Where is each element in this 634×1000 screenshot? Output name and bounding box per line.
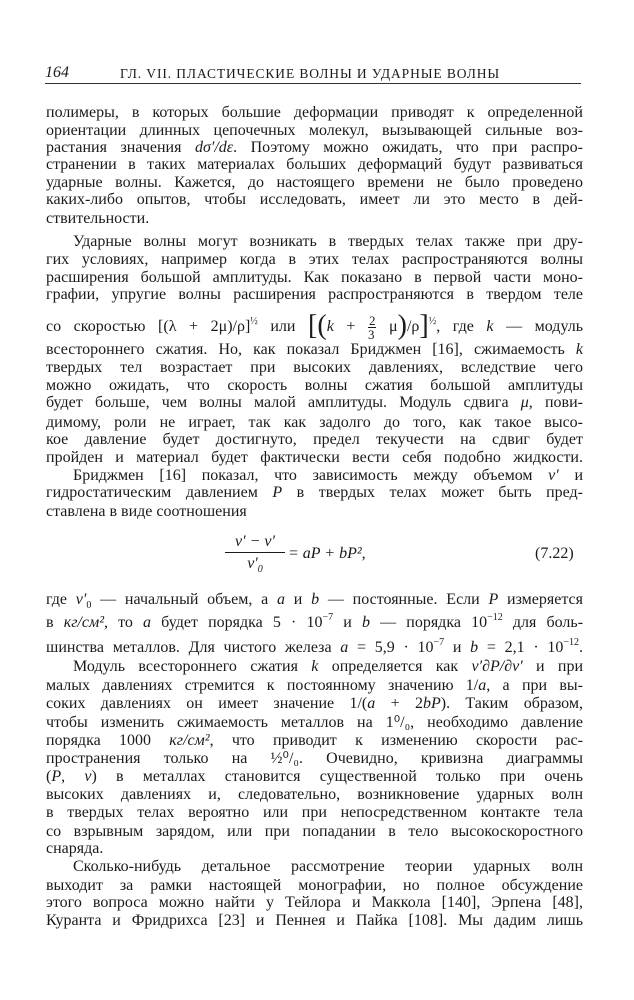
text-run: графии, упругие волны расширения распространяются в твердом теле: [46, 286, 583, 303]
text-run: Бриджмен [16] показал, что зависимость между объемом: [73, 467, 549, 484]
text-line: [46, 912, 583, 930]
text-run: каких-либо опытов, чтобы исследовать, имеет ли это место в дей-: [46, 191, 583, 208]
math-symbol: a: [478, 677, 487, 694]
text-run: кое давление будет достигнуто, предел текучести на сдвиг будет: [46, 431, 583, 448]
text-run: +: [333, 318, 368, 336]
text-run: μ: [376, 318, 398, 336]
subscript: 0: [86, 600, 92, 611]
text-run: странении в таких материалах больших деформаций будут развиваться: [46, 156, 583, 173]
superscript: −7: [433, 637, 445, 648]
fraction-numerator: 2: [368, 313, 376, 328]
text-line: [46, 804, 583, 822]
text-run: определяется как: [318, 658, 472, 675]
math-symbol: μ: [520, 394, 529, 411]
text-line: [46, 591, 583, 609]
math-symbol: v: [84, 768, 92, 785]
math-symbol: b: [361, 614, 370, 631]
math-symbol: кг/см²: [169, 732, 210, 749]
text-run: шинства металлов. Для чистого железа: [46, 639, 341, 656]
text-run: этого вопроса можно найти у Тейлора и Маккола [140], Эрпена [48],: [46, 894, 583, 911]
math-symbol: b: [311, 591, 320, 608]
math-symbol: b: [470, 639, 479, 656]
text-run: ствительности.: [46, 210, 150, 227]
equation-rhs: = aP + bP²,: [288, 545, 366, 562]
text-run: димому, роли не играет, так как задолго до того, как такое высо-: [46, 414, 583, 431]
math-symbol: a: [367, 695, 376, 712]
text-line: [46, 191, 583, 209]
text-run: будет больше, чем волны малой амплитуды. Модуль сдвига: [46, 394, 521, 411]
text-run: и: [285, 591, 312, 608]
text-run: — постоянные. Если: [319, 591, 489, 608]
text-run: ,: [61, 768, 85, 785]
large-bracket: ]: [419, 310, 429, 342]
text-run: , где: [436, 318, 487, 336]
text-run: ) в металлах становится существенной только при очень: [91, 768, 583, 785]
text-run: выходит за рамки настоящей монографии, но полное обсуждение: [46, 877, 583, 894]
text-line: [46, 858, 583, 876]
text-run: где: [46, 591, 76, 608]
text-run: — начальный объем, а: [91, 591, 278, 608]
text-line: [46, 269, 583, 287]
text-run: Ударные волны могут возникать в твердых телах также при дру-: [73, 233, 583, 250]
text-run: и при: [522, 658, 584, 675]
text-line: [46, 768, 583, 786]
superscript: −7: [322, 612, 334, 623]
text-run: (: [46, 768, 52, 785]
text-line: [46, 139, 583, 157]
text-run: растания значения: [46, 139, 195, 156]
text-run: и: [444, 639, 471, 656]
text-run: ударные волны. Кажется, до настоящего времени не было проведено: [46, 174, 583, 191]
equation-7-22: [0, 532, 634, 578]
text-line: [46, 394, 583, 412]
text-line: [46, 695, 583, 713]
text-run: , что приводит к изменению скорости рас-: [209, 732, 583, 749]
text-run: — порядка 10: [369, 614, 488, 631]
math-symbol: bP: [422, 695, 441, 712]
text-run: = 5,9 · 10: [348, 639, 434, 656]
text-line: [46, 677, 583, 695]
math-symbol: k: [486, 318, 494, 336]
text-run: можно ожидать, что скорость волны сжатия большой амплитуды: [46, 377, 583, 394]
text-run: снаряда.: [46, 840, 104, 857]
text-run: /ρ: [406, 318, 420, 336]
text-run: измеряется: [498, 591, 584, 608]
text-run: со скоростью [(λ + 2μ)/ρ]: [46, 318, 251, 336]
math-symbol: a: [143, 614, 152, 631]
text-line: [46, 251, 583, 269]
text-line: [46, 467, 583, 485]
text-line: [46, 156, 583, 174]
math-symbol: k: [575, 341, 583, 358]
text-run: в твердых телах может быть пред-: [282, 484, 584, 501]
text-run: в твердых телах вероятно или при непосредственном контакте тела: [46, 804, 583, 821]
text-run: порядка 1000: [46, 732, 170, 749]
large-bracket: [(: [308, 310, 327, 342]
text-line: [46, 823, 583, 841]
text-run: + 2: [375, 695, 423, 712]
superscript: ½: [428, 316, 437, 328]
superscript: ½: [250, 316, 258, 328]
math-symbol: a: [277, 591, 286, 608]
text-line: [46, 639, 583, 657]
text-run: пространения только на ½⁰/₀. Очевидно, кривизна диаграммы: [46, 750, 583, 767]
text-run: или: [257, 318, 309, 336]
text-run: . Поэтому можно ожидать, что при распро-: [233, 139, 584, 156]
text-run: — модуль: [493, 318, 584, 336]
text-run: со взрывным зарядом, или при попадании в тело высокоскоростного: [46, 823, 583, 840]
math-symbol: a: [340, 639, 349, 656]
text-run: .: [579, 639, 584, 656]
text-run: ). Таким образом,: [440, 695, 583, 712]
text-run: и: [333, 614, 362, 631]
text-run: = 2,1 · 10: [478, 639, 564, 656]
text-run: расширения большой амплитуды. Как показано в первой части моно-: [46, 269, 583, 286]
text-line: [46, 210, 583, 228]
text-run: ориентации длинных цепочечных молекул, вызывающей сильные воз-: [46, 122, 583, 139]
text-run: чтобы изменить сжимаемость металлов на 1⁰/₀, необходимо давление: [46, 714, 583, 731]
text-line: [46, 484, 583, 502]
text-line: [46, 714, 583, 732]
superscript: −12: [563, 637, 580, 648]
text-run: высоких давлениях и, следовательно, возникновение ударных волн: [46, 786, 583, 803]
text-line: [46, 286, 583, 304]
superscript: −12: [487, 612, 503, 623]
text-run: пройден и материал будет фактически вести себя подобно жидкости.: [46, 449, 583, 466]
text-run: , то: [103, 614, 144, 631]
running-title: ГЛ. VII. ПЛАСТИЧЕСКИЕ ВОЛНЫ И УДАРНЫЕ ВОЛНЫ: [120, 66, 501, 81]
large-bracket: ): [397, 310, 407, 342]
math-symbol: v′: [75, 591, 87, 608]
text-line: [46, 233, 583, 251]
text-line: [46, 122, 583, 140]
text-run: для боль-: [502, 614, 584, 631]
math-symbol: v′∂P/∂v′: [471, 658, 523, 675]
page-number: 164: [45, 64, 69, 81]
text-line: [46, 840, 583, 858]
text-run: малых давлениях стремится к постоянному значению 1/: [46, 677, 479, 694]
equation-denominator-sub: 0: [257, 564, 263, 575]
text-line: [46, 614, 583, 632]
text-line: [46, 104, 583, 122]
text-line: [46, 894, 583, 912]
text-run: всестороннего сжатия. Но, как показал Бриджмен [16], сжимаемость: [46, 341, 576, 358]
math-symbol: кг/см²: [63, 614, 104, 631]
text-run: и: [558, 467, 584, 484]
text-run: , пови-: [528, 394, 583, 411]
text-run: Модуль всестороннего сжатия: [73, 658, 312, 675]
text-line: [46, 431, 583, 449]
text-line: [46, 877, 583, 895]
text-run: ставлена в виде соотношения: [46, 503, 247, 520]
text-line: [46, 174, 583, 192]
text-line: [46, 359, 583, 377]
equation-denominator-main: v′: [247, 555, 258, 572]
math-symbol: v′: [548, 467, 559, 484]
text-line: [46, 414, 583, 432]
equation-fraction: [225, 532, 285, 575]
text-line: [46, 750, 583, 768]
math-symbol: P: [51, 768, 62, 785]
text-line: [46, 503, 583, 521]
text-run: гидростатическим давлением: [46, 484, 273, 501]
text-run: Сколько-нибудь детальное рассмотрение теории ударных волн: [73, 858, 583, 875]
math-symbol: P: [488, 591, 499, 608]
text-run: будет порядка 5 · 10: [151, 614, 323, 631]
text-line: [46, 341, 583, 359]
text-run: полимеры, в которых большие деформации приводят к определенной: [46, 104, 583, 121]
math-symbol: k: [326, 318, 334, 336]
math-symbol: dσ′/dε: [194, 139, 234, 156]
text-line: [46, 786, 583, 804]
header-rule: [45, 83, 581, 84]
text-run: гих условиях, например когда в этих телах распространяются волны: [46, 251, 583, 268]
text-run: соких давлениях он имеет значение 1/(: [46, 695, 368, 712]
text-line: [46, 310, 584, 342]
text-run: в: [46, 614, 64, 631]
math-symbol: k: [311, 658, 319, 675]
text-run: Куранта и Фридрихса [23] и Пеннея и Пайка [108]. Мы дадим лишь: [46, 912, 583, 929]
fraction-denominator: 3: [367, 327, 375, 342]
text-line: [46, 377, 583, 395]
text-line: [46, 449, 583, 467]
equation-denominator: [225, 553, 285, 575]
text-run: твердых тел возрастает при высоких давлениях, вследствие чего: [46, 359, 583, 376]
text-run: , а при вы-: [486, 677, 584, 694]
text-line: [46, 732, 583, 750]
equation-numerator: v′ − v′: [225, 532, 285, 553]
equation-number: (7.22): [535, 545, 574, 562]
math-symbol: P: [272, 484, 283, 501]
text-line: [46, 658, 583, 676]
